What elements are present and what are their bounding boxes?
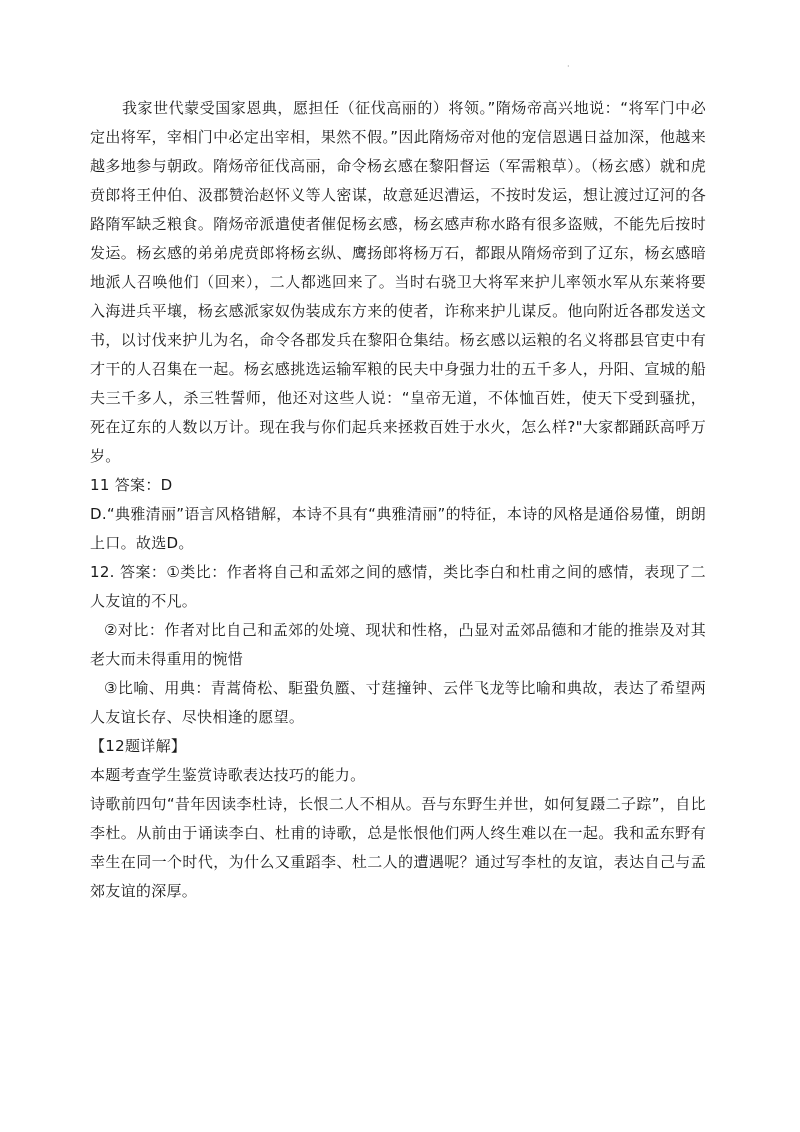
q12-answer-3: ③比喻、用典：青蒿倚松、駏蛩负蟨、寸莛撞钟、云伴飞龙等比喻和典故，表达了希望两人友谊长存、尽快相逢的愿望。	[90, 679, 706, 726]
q11-answer: 11 答案：D	[90, 476, 173, 494]
q12-answer-2: ②对比：作者对比自己和孟郊的处境、现状和性格，凸显对孟郊品德和才能的推崇及对其老大而未得重用的惋惜	[90, 621, 706, 668]
q12-detail-heading: 【12题详解】	[90, 737, 187, 755]
document-content	[90, 94, 706, 906]
page-mark: ·	[567, 62, 570, 71]
translation-paragraph: 我家世代蒙受国家恩典，愿担任（征伐高丽的）将领。”隋炀帝高兴地说：“将军门中必定出将军，宰相门中必定出宰相，果然不假。”因此隋炀帝对他的宠信恩遇日益加深，他越来越多地参与朝政。隋炀帝征伐高丽，命令杨玄感在黎阳督运（军需粮草）。（杨玄感）就和虎贲郎将王仲伯、汲郡赞治赵怀义等人密谋，故意延迟漕运，不按时发运，想让渡过辽河的各路隋军缺乏粮食。隋炀帝派遣使者催促杨玄感，杨玄感声称水路有很多盗贼，不能先后按时发运。杨玄感的弟弟虎贲郎将杨玄纵、鹰扬郎将杨万石，都跟从隋炀帝到了辽东，杨玄感暗地派人召唤他们（回来），二人都逃回来了。当时右骁卫大将军来护儿率领水军从东莱将要入海进兵平壤，杨玄感派家奴伪装成东方来的使者，诈称来护儿谋反。他向附近各郡发送文书，以讨伐来护儿为名，命令各郡发兵在黎阳仓集结。杨玄感以运粮的名义将郡县官吏中有才干的人召集在一起。杨玄感挑选运输军粮的民夫中身强力壮的五千多人，丹阳、宣城的船夫三千多人，杀三牲誓师，他还对这些人说：“皇帝无道，不体恤百姓，使天下受到骚扰，死在辽东的人数以万计。现在我与你们起兵来拯救百姓于水火，怎么样?"大家都踊跃高呼万岁。	[90, 99, 706, 465]
q12-detail-1: 本题考查学生鉴赏诗歌表达技巧的能力。	[90, 766, 366, 784]
q12-answer-1: 12. 答案：①类比：作者将自己和孟郊之间的感情，类比李白和杜甫之间的感情，表现了二人友谊的不凡。	[90, 563, 706, 610]
q12-detail-2: 诗歌前四句“昔年因读李杜诗，长恨二人不相从。吾与东野生并世，如何复蹑二子踪”，自比李杜。从前由于诵读李白、杜甫的诗歌，总是怅恨他们两人终生难以在一起。我和孟东野有幸生在同一个时代，为什么又重蹈李、杜二人的遭遇呢？通过写李杜的友谊，表达自己与孟郊友谊的深厚。	[90, 795, 706, 900]
q11-explanation: D.“典雅清丽”语言风格错解，本诗不具有“典雅清丽”的特征，本诗的风格是通俗易懂，朗朗上口。故选D。	[90, 505, 706, 552]
